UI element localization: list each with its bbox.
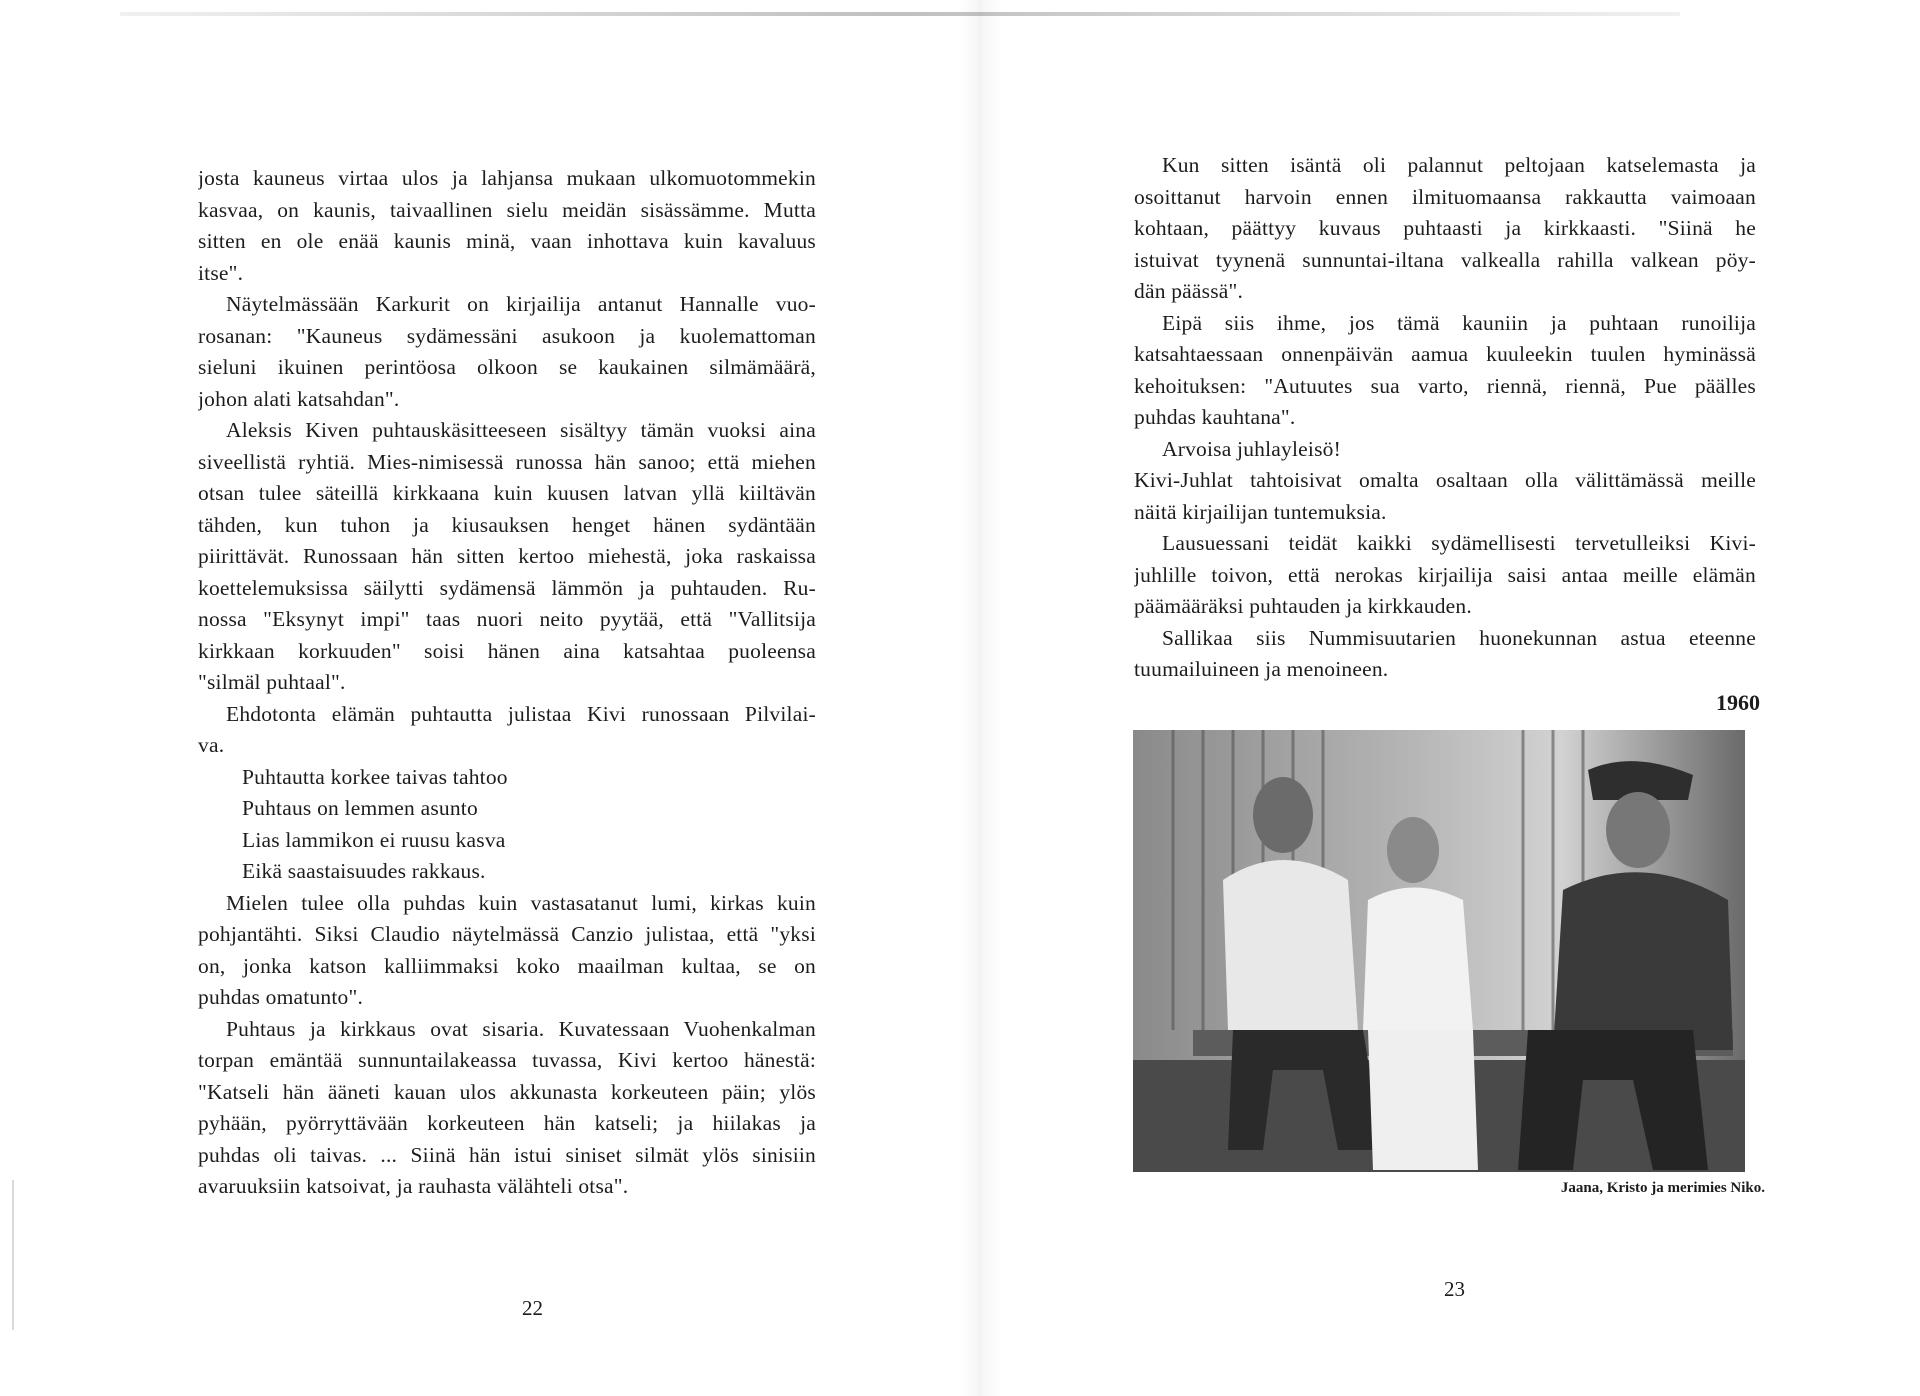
text-line: Aleksis Kiven puhtauskäsitteeseen sisältyy tämän vuoksi aina (226, 418, 816, 442)
text-line: Puhtaus ja kirkkaus ovat sisaria. Kuvatessaan Vuohenkalman (226, 1016, 816, 1041)
text-line: kohtaan, päättyy kuvaus puhtaasti ja kirkkaasti. "Siinä he (1134, 216, 1756, 240)
text-line: siveellistä ryhtiä. Mies-nimisessä runossa hän sanoo; että miehen (198, 449, 816, 474)
text-line: on, jonka katson kalliimmaksi koko maailman kultaa, se on (198, 953, 816, 978)
text-line: Lausuessani teidät kaikki sydämellisesti tervetulleiksi Kivi- (1162, 531, 1756, 555)
text-line: Arvoisa juhlayleisö! (1162, 436, 1341, 461)
page-number-right: 23 (1444, 1277, 1465, 1301)
text-line: tähden, kun tuhon ja kiusauksen henget hänen sydäntään (198, 512, 816, 537)
text-line: näitä kirjailijan tuntemuksia. (1134, 499, 1387, 524)
text-line: rosanan: "Kauneus sydämessäni asukoon ja kuolemattoman (198, 323, 816, 348)
poem-line: Lias lammikon ei ruusu kasva (242, 827, 506, 852)
text-line: pohjantähti. Siksi Claudio näytelmässä Canzio julistaa, että "yksi (198, 922, 816, 946)
photo-illustration (1133, 730, 1745, 1172)
text-line: osoittanut harvoin ennen ilmituomaansa rakkautta vaimoaan (1134, 184, 1756, 209)
text-line: Eipä siis ihme, jos tämä kauniin ja puhtaan runoilija (1162, 310, 1756, 335)
text-line: piirittävät. Runossaan hän sitten kertoo miehestä, joka raskaissa (198, 544, 816, 568)
book-gutter (958, 0, 1002, 1396)
text-line: kasvaa, on kaunis, taivaallinen sielu meidän sisässämme. Mutta (198, 197, 816, 222)
text-line: Näytelmässään Karkurit on kirjailija antanut Hannalle vuo- (226, 292, 816, 316)
text-line: va. (198, 733, 225, 757)
text-line: puhdas omatunto". (198, 985, 364, 1009)
text-line: kehoituksen: "Autuutes sua varto, riennä, riennä, Pue päälles (1134, 373, 1756, 398)
text-line: josta kauneus virtaa ulos ja lahjansa mukaan ulkomuotommekin (198, 166, 816, 190)
text-line: puhdas oli taivas. ... Siinä hän istui siniset silmät ylös sinisiin (198, 1142, 816, 1167)
text-line: päämääräksi puhtauden ja kirkkauden. (1134, 594, 1472, 618)
text-line: otsan tulee säteillä kirkkaana kuin kuusen latvan yllä kiiltävän (198, 481, 816, 505)
text-line: johon alati katsahdan". (198, 386, 400, 411)
text-line: Kun sitten isäntä oli palannut peltojaan katselemasta ja (1162, 153, 1756, 177)
text-line: Ehdotonta elämän puhtautta julistaa Kivi runossaan Pilvilai- (226, 701, 816, 726)
poem-line: Puhtautta korkee taivas tahtoo (242, 764, 508, 789)
text-line: dän päässä". (1134, 279, 1244, 303)
text-line: torpan emäntää sunnuntailakeassa tuvassa, Kivi kertoo hänestä: (198, 1048, 816, 1072)
text-line: juhlille toivon, että nerokas kirjailija saisi antaa meille elämän (1134, 562, 1756, 587)
text-line: katsahtaessaan onnenpäivän aamua kuuleekin tuulen hyminässä (1134, 342, 1756, 366)
text-line: sieluni ikuinen perintöosa olkoon se kaukainen silmämäärä, (198, 355, 816, 379)
photo-caption: Jaana, Kristo ja merimies Niko. (1560, 1180, 1765, 1196)
text-line: nossa "Eksynyt impi" taas nuori neito pyytää, että "Vallitsija (198, 607, 816, 631)
text-line: puhdas kauhtana". (1134, 405, 1296, 429)
text-line: pyhään, pyörryttävään korkeuteen hän katseli; ja hiilakas ja (198, 1111, 816, 1135)
text-line: tuumailuineen ja menoineen. (1134, 657, 1389, 681)
page-left-edge (12, 1180, 14, 1330)
text-line: Sallikaa siis Nummisuutarien huonekunnan astua eteenne (1162, 625, 1756, 650)
text-line: koettelemuksissa säilytti sydämensä lämmön ja puhtauden. Ru- (198, 575, 816, 600)
text-line: kirkkaan korkuuden" soisi hänen aina katsahtaa puoleensa (198, 638, 816, 663)
poem-line: Puhtaus on lemmen asunto (242, 796, 478, 820)
text-line: Kivi-Juhlat tahtoisivat omalta osaltaan olla välittämässä meille (1134, 468, 1756, 492)
left-page-text (198, 163, 816, 1203)
text-line: itse". (198, 260, 244, 285)
page-top-edge (120, 12, 1680, 16)
photograph (1133, 730, 1745, 1172)
text-line: istuivat tyynenä sunnuntai-iltana valkealla rahilla valkean pöy- (1134, 247, 1756, 272)
text-line: Mielen tulee olla puhdas kuin vastasatanut lumi, kirkas kuin (226, 890, 816, 915)
text-line: "Katseli hän ääneti kauan ulos akkunasta korkeuteen päin; ylös (198, 1079, 816, 1104)
text-line: sitten en ole enää kaunis minä, vaan inhottava kuin kavaluus (198, 229, 816, 253)
year-label: 1960 (1716, 690, 1760, 715)
text-line: avaruuksiin katsoivat, ja rauhasta välähteli otsa". (198, 1174, 629, 1198)
text-line: "silmäl puhtaal". (198, 670, 346, 694)
right-page-text (1134, 150, 1756, 686)
poem-line: Eikä saastaisuudes rakkaus. (242, 859, 486, 883)
page-number-left: 22 (522, 1296, 543, 1320)
